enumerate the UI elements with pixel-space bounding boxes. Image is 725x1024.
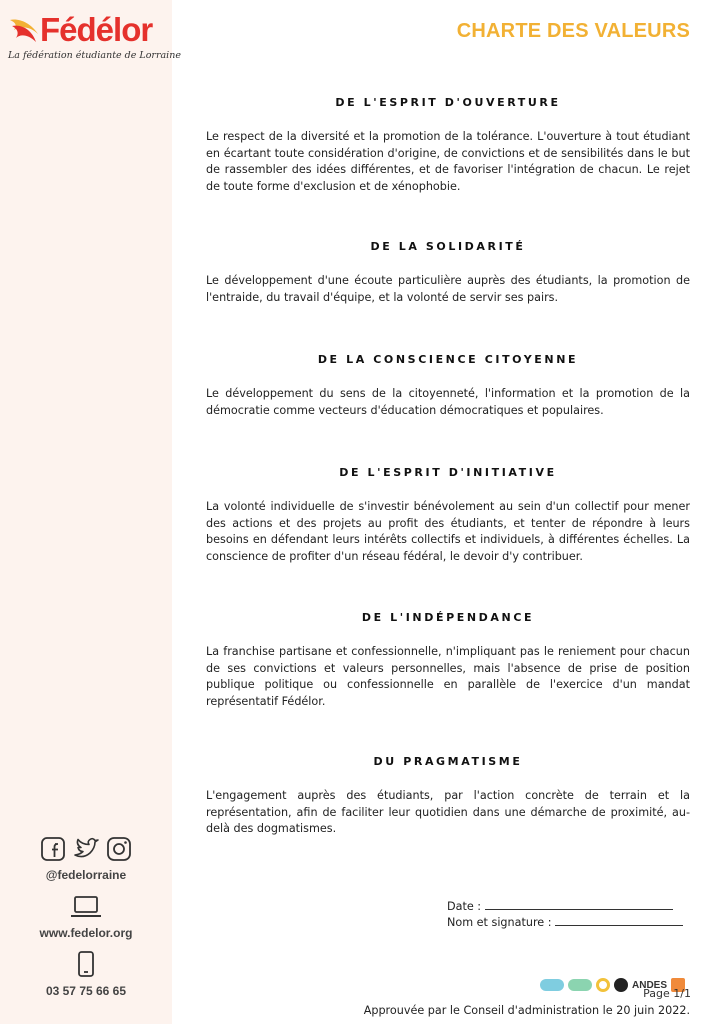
page-number: Page 1/1 — [643, 987, 691, 1000]
section-text: La volonté individuelle de s'investir bénévolement au sein d'un collectif pour mener des actions et des projets au profit des étudiants, et tenter de répondre à leurs besoins en défendant leurs intérêts collectifs et individuels, à différentes échelles. La conscience de profiter d'un réseau fédéral, le devoir d'y contribuer. — [206, 500, 690, 563]
section-text: Le développement du sens de la citoyenneté, l'information et la promotion de la démocratie comme vecteurs d'éducation démocratiques et populaires. — [206, 387, 690, 417]
brand-name: Fédélor — [40, 11, 153, 48]
section-title: DE L'ESPRIT D'OUVERTURE — [335, 96, 561, 109]
date-label: Date : — [447, 900, 482, 913]
section-text: L'engagement auprès des étudiants, par l'action concrète de terrain et la représentation, afin de faciliter leur quotidien dans une démarche de proximité, au-delà des dogmatismes. — [206, 789, 690, 835]
partner-logo-andes: ANDES — [632, 979, 668, 991]
signature-field[interactable] — [447, 915, 683, 929]
brand-tagline: La fédération étudiante de Lorraine — [8, 50, 181, 61]
social-handle[interactable]: @fedelorraine — [45, 868, 127, 882]
twitter-icon[interactable] — [72, 836, 100, 862]
section-independance — [206, 611, 690, 710]
partner-logo-green — [568, 979, 592, 991]
signature-label: Nom et signature : — [447, 916, 552, 929]
phone-block — [0, 950, 172, 998]
facebook-icon[interactable] — [40, 836, 66, 862]
instagram-icon[interactable] — [106, 836, 132, 862]
date-line[interactable] — [485, 899, 673, 910]
partner-logo-fagf — [540, 979, 564, 991]
section-ouverture — [206, 96, 690, 195]
document-title: CHARTE DES VALEURS — [456, 20, 690, 42]
website-block — [0, 894, 172, 940]
partner-logo-ring — [596, 978, 610, 992]
laptop-icon — [69, 894, 103, 920]
section-text: La franchise partisane et confessionnelle, n'impliquant pas le reniement pour chacun de ses convictions et valeurs personnelles, mais l'absence de prise de position publique politique ou confessionnelle en parallèle de l'exercice d'un mandat représentatif Fédélor. — [206, 645, 690, 708]
section-title: DE L'INDÉPENDANCE — [361, 611, 535, 624]
section-initiative — [206, 466, 690, 565]
phone-number[interactable]: 03 57 75 66 65 — [45, 984, 127, 998]
section-text: Le développement d'une écoute particulière auprès des étudiants, la promotion de l'entraide, du travail d'équipe, et la volonté de servir ses pairs. — [206, 274, 690, 304]
approval-note: Approuvée par le Conseil d'administration le 20 juin 2022. — [363, 1004, 690, 1017]
signature-line[interactable] — [555, 915, 683, 926]
section-title: DE LA SOLIDARITÉ — [370, 240, 526, 253]
section-title: DU PRAGMATISME — [373, 755, 523, 768]
section-conscience-citoyenne — [206, 353, 690, 419]
logo-flame-icon — [8, 16, 42, 44]
partner-logo-dot — [614, 978, 628, 992]
date-field[interactable] — [447, 899, 673, 913]
phone-icon — [76, 950, 96, 978]
website-link[interactable]: www.fedelor.org — [39, 926, 133, 940]
social-block — [0, 836, 172, 882]
section-text: Le respect de la diversité et la promotion de la tolérance. L'ouverture à tout étudiant en écartant toute considération d'origine, de convictions et de sensibilités dans le but de rassembler des idées différentes, et de favoriser l'intégration de chacun. Le rejet de toute forme d'exclusion et de xénophobie. — [206, 130, 690, 193]
section-solidarite — [206, 240, 690, 306]
section-title: DE LA CONSCIENCE CITOYENNE — [317, 353, 579, 366]
section-title: DE L'ESPRIT D'INITIATIVE — [339, 466, 557, 479]
section-pragmatisme — [206, 755, 690, 838]
